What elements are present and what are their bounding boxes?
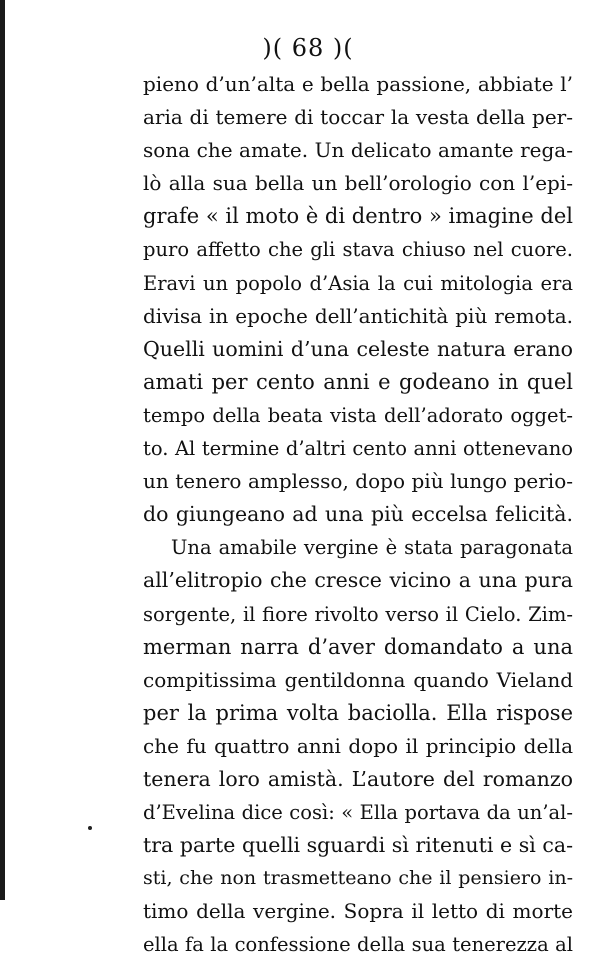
page-number: )( 68 )( xyxy=(262,34,354,62)
text-line: grafe « il moto è di dentro » imagine del xyxy=(143,204,573,229)
text-line: sona che amate. Un delicato amante rega- xyxy=(143,138,573,163)
text-line: lò alla sua bella un bell’orologio con l’epi- xyxy=(143,171,573,196)
text-line: do giungeano ad una più eccelsa felicità. xyxy=(143,502,573,527)
text-line: per la prima volta baciolla. Ella rispose xyxy=(143,700,573,725)
text-line: merman narra d’aver domandato a una xyxy=(143,634,573,659)
text-line: sti, che non trasmetteano che il pensiero in- xyxy=(143,867,573,890)
page-edge-shadow xyxy=(0,0,5,900)
text-line: d’Evelina dice così: « Ella portava da un’al- xyxy=(143,801,573,825)
text-line: timo della vergine. Sopra il letto di morte xyxy=(143,899,573,924)
text-line: all’elitropio che cresce vicino a una pura xyxy=(143,568,573,593)
text-line: amati per cento anni e godeano in quel xyxy=(143,369,573,394)
text-line: sorgente, il fiore rivolto verso il Cielo. Zim- xyxy=(143,602,573,626)
text-line: puro affetto che gli stava chiuso nel cuore. xyxy=(143,238,573,262)
text-line: aria di temere di toccar la vesta della per- xyxy=(143,105,573,130)
text-line: compitissima gentildonna quando Vieland xyxy=(143,667,573,692)
text-line: divisa in epoche dell’antichità più remota. xyxy=(143,303,573,328)
paragraph-start-line: Una amabile vergine è stata paragonata xyxy=(171,536,573,560)
ink-speck xyxy=(88,826,92,830)
text-line: tra parte quelli sguardi sì ritenuti e sì ca- xyxy=(143,833,573,858)
text-line: ella fa la confessione della sua tenerezza al xyxy=(143,933,573,957)
body-text xyxy=(143,68,573,962)
text-line: to. Al termine d’altri cento anni ottenevano xyxy=(143,437,573,461)
text-line: tempo della beata vista dell’adorato ogget- xyxy=(143,403,573,427)
text-line: che fu quattro anni dopo il principio della xyxy=(143,733,573,758)
text-line: tenera loro amistà. L’autore del romanzo xyxy=(143,766,573,791)
text-line: Eravi un popolo d’Asia la cui mitologia era xyxy=(143,271,573,295)
text-line: pieno d’un’alta e bella passione, abbiate l’ xyxy=(143,72,573,96)
text-line: un tenero amplesso, dopo più lungo perio- xyxy=(143,469,573,494)
text-line: Quelli uomini d’una celeste natura erano xyxy=(143,336,573,361)
